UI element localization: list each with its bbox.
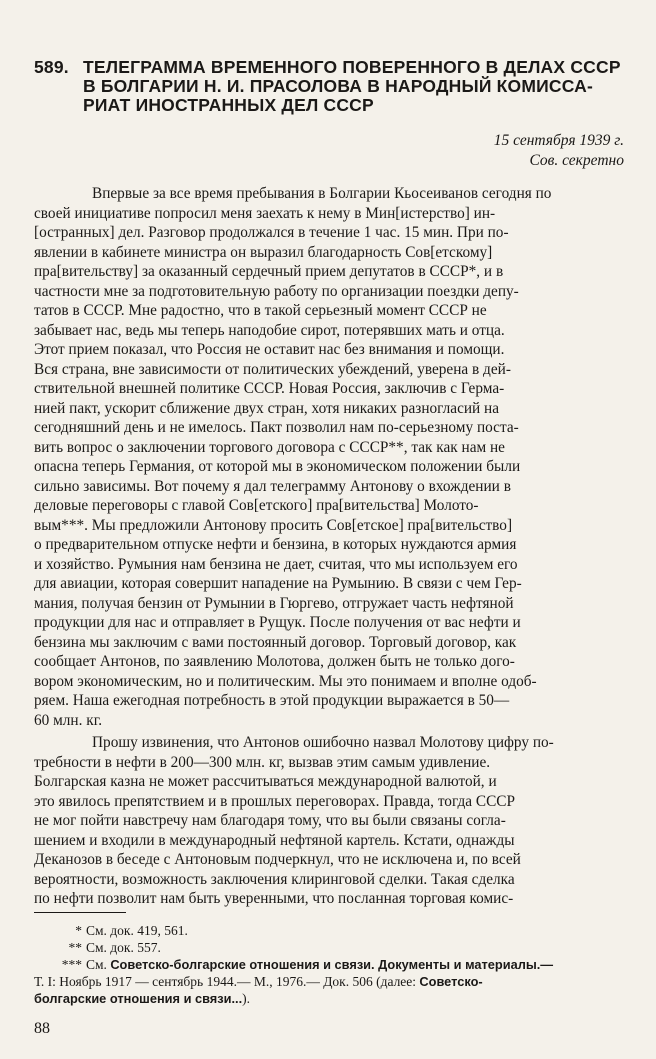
text-line: требности в нефти в 200—300 млн. кг, вызвав этим самым удивление. — [34, 753, 491, 771]
title-line: ТЕЛЕГРАММА ВРЕМЕННОГО ПОВЕРЕННОГО В ДЕЛАХ СССР — [83, 57, 621, 77]
footnote-text: См. — [86, 957, 111, 972]
footnote-2 — [34, 939, 626, 956]
text-line: опасна теперь Германия, от которой мы в экономическом положении были — [34, 458, 521, 475]
footnote-3-continued — [34, 990, 626, 1007]
telegram-body — [34, 184, 624, 909]
footnote-mark: * — [75, 923, 82, 938]
text-line: Этот прием показал, что Россия не оставит нас без внимания и помощи. — [34, 341, 505, 358]
title-line: В БОЛГАРИИ Н. И. ПРАСОЛОВА В НАРОДНЫЙ КОМИССА- — [83, 76, 594, 96]
footnote-source-title: Советско-болгарские отношения и связи. Документы и материалы.— — [110, 957, 554, 972]
text-line: вероятности, возможность заключения клиринговой сделки. Такая сделка — [34, 870, 515, 888]
text-line: Болгарская казна не может рассчитываться международной валютой, и — [34, 773, 497, 790]
footnotes — [34, 922, 626, 1007]
text-line: сегодняшний день и не имелось. Пакт позволил нам по-серьезному поста- — [34, 419, 519, 436]
footnote-mark: *** — [61, 957, 82, 972]
text-line: мания, получая бензин от Румынии в Гюргево, отгружает часть нефтяной — [34, 594, 514, 612]
text-line: ряем. Наша ежегодная потребность в этой продукции выражается в 50— — [34, 692, 510, 709]
text-line: явлении в кабинете министра он выразил благодарность Сов[етскому] — [34, 243, 493, 261]
text-line: продукции для нас и отправляет в Рущук. После получения от вас нефти и — [34, 614, 521, 631]
text-line: частности мне за подготовительную работу по организации поездки депу- — [34, 282, 519, 300]
text-line: Прошу извинения, что Антонов ошибочно назвал Молотову цифру по- — [92, 734, 554, 751]
text-line: сообщает Антонов, по заявлению Молотова, должен быть не только дого- — [34, 653, 515, 670]
text-line: 60 млн. кг. — [34, 711, 103, 729]
page-number: 88 — [34, 1020, 50, 1037]
text-line: Вся страна, вне зависимости от политических убеждений, уверена в дей- — [34, 360, 511, 378]
footnote-short-title: болгарские отношения и связи... — [34, 991, 243, 1006]
footnote-3-continued — [34, 973, 626, 990]
text-line: и хозяйство. Румыния нам бензина не дает, считая, что мы используем его — [34, 555, 518, 573]
text-line: нией пакт, ускорит сближение двух стран, хотя никаких разногласий на — [34, 399, 500, 417]
document-number: 589. — [34, 57, 69, 77]
footnote-3 — [34, 956, 626, 973]
text-line: вить вопрос о заключении торгового договора с СССР**, так как нам не — [34, 438, 505, 456]
footnote-text: См. док. 557. — [86, 940, 161, 955]
text-line: шением и входили в международный нефтяной картель. Кстати, однажды — [34, 831, 515, 849]
footnote-short-title: Советско- — [419, 974, 483, 989]
text-line: это явилось препятствием и в прошлых переговорах. Правда, тогда СССР — [34, 792, 515, 810]
text-line: своей инициативе попросил меня заехать к нему в Мин[истерство] ин- — [34, 204, 496, 222]
document-date: 15 сентября 1939 г. — [493, 132, 624, 149]
dateline — [494, 131, 624, 171]
text-line: забывает нас, ведь мы теперь наподобие сирот, потерявших мать и отца. — [34, 321, 505, 339]
paragraph-2 — [34, 733, 624, 909]
footnote-text: Т. I: Ноябрь 1917 — сентябрь 1944.— М., 1976.— Док. 506 (далее: — [34, 974, 420, 989]
text-line: о предварительном отпуске нефти и бензина, в которых нуждаются армия — [34, 536, 517, 553]
text-line: ствительной внешней политике СССР. Новая Россия, заключив с Герма- — [34, 380, 505, 397]
classification-mark: Сов. секретно — [529, 152, 624, 169]
text-line: не мог пойти навстречу нам благодаря тому, что вы были связаны согла- — [34, 812, 506, 829]
text-line: пра[вительству] за оказанный сердечный прием депутатов в СССР*, и в — [34, 263, 504, 280]
title-line: РИАТ ИНОСТРАННЫХ ДЕЛ СССР — [83, 95, 374, 115]
footnote-divider — [34, 912, 126, 913]
text-line: деловые переговоры с главой Сов[етского] пра[вительства] Молото- — [34, 497, 479, 514]
footnote-text: ). — [242, 991, 251, 1006]
text-line: по нефти позволит нам быть уверенными, что посланная торговая комис- — [34, 890, 514, 907]
text-line: для авиации, которая совершит нападение на Румынию. В связи с чем Гер- — [34, 575, 522, 592]
text-line: вым***. Мы предложили Антонову просить Сов[етское] пра[вительство] — [34, 516, 513, 534]
footnote-mark: ** — [68, 940, 82, 955]
text-line: татов в СССР. Мне радостно, что в такой серьезный момент СССР не — [34, 302, 487, 319]
paragraph-1 — [34, 184, 624, 730]
text-line: Впервые за все время пребывания в Болгарии Кьосеиванов сегодня по — [92, 185, 552, 202]
text-line: сильно зависимы. Вот почему я дал телеграмму Антонову о вхождении в — [34, 477, 511, 495]
text-line: [остранных] дел. Разговор продолжался в течение 1 час. 15 мин. При по- — [34, 224, 509, 241]
text-line: вором экономическим, но и политическим. Мы это понимаем и вполне одоб- — [34, 672, 537, 690]
footnote-1 — [34, 922, 626, 939]
footnote-text: См. док. 419, 561. — [86, 923, 188, 938]
text-line: Деканозов в беседе с Антоновым подчеркнул, что не исключена и, по всей — [34, 851, 521, 868]
text-line: бензина мы заключим с вами постоянный договор. Торговый договор, как — [34, 633, 517, 651]
